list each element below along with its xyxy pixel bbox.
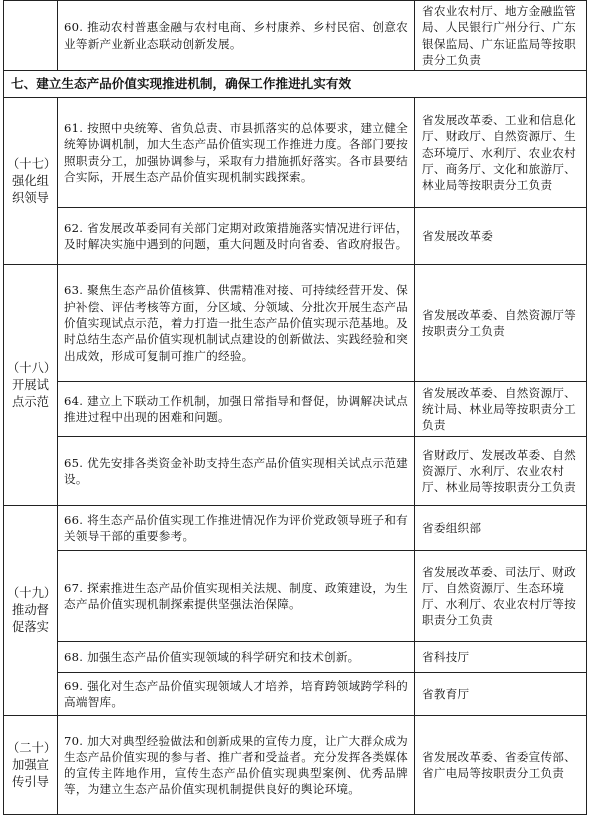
task-cell: 70. 加大对典型经验做法和创新成果的宣传力度，让广大群众成为生态产品价值实现的参与者、推广者和受益者。充分发挥各类媒体的宣传主阵地作用，宣传生态产品价值实现典型案例、优秀品牌等，为建立生态产品价值实现机制提供良好的舆论环境。 (58, 716, 415, 815)
responsibility-cell: 省发展改革委、工业和信息化厅、财政厅、自然资源厅、生态环境厅、水利厅、农业农村厅、商务厅、文化和旅游厅、林业局等按职责分工负责 (415, 98, 587, 208)
task-cell: 69. 强化对生态产品价值实现领域人才培养，培育跨领域跨学科的高端智库。 (58, 673, 415, 716)
task-cell: 64. 建立上下联动工作机制，加强日常指导和督促，协调解决试点推进过程中出现的困难和问题。 (58, 382, 415, 437)
group-label-line: （二十） (7, 740, 57, 755)
task-cell: 63. 聚焦生态产品价值核算、供需精准对接、可持续经营开发、保护补偿、评估考核等方面，分区域、分领域、分批次开展生态产品价值实现试点示范，着力打造一批生态产品价值实现示范基地。及时总结生态产品价值实现机制试点建设的创新做法、实践经验和突出成效，形成可复制可推广的经验。 (58, 265, 415, 382)
group-label-line: 传引导 (12, 774, 49, 789)
table-row (4, 1, 587, 71)
table-row (4, 265, 587, 382)
group-label-line: 促落实 (12, 620, 49, 635)
responsibility-cell: 省发展改革委、自然资源厅等按职责分工负责 (415, 265, 587, 382)
responsibility-cell: 省委组织部 (415, 506, 587, 551)
section-heading: 七、建立生态产品价值实现推进机制，确保工作推进扎实有效 (4, 71, 587, 98)
table-row (4, 208, 587, 265)
responsibility-cell: 省发展改革委 (415, 208, 587, 265)
group-label-line: 织领导 (12, 190, 49, 205)
table-row (4, 98, 587, 208)
group-cell-empty (4, 1, 58, 71)
responsibility-cell: 省发展改革委、自然资源厅、统计局、林业局等按职责分工负责 (415, 382, 587, 437)
task-cell: 68. 加强生态产品价值实现领域的科学研究和技术创新。 (58, 642, 415, 673)
task-cell: 60. 推动农村普惠金融与农村电商、乡村康养、乡村民宿、创意农业等新产业新业态联动创新发展。 (58, 1, 415, 71)
table-row (4, 642, 587, 673)
table-row (4, 716, 587, 815)
group-label-line: （十八） (7, 360, 57, 375)
responsibility-cell: 省发展改革委、司法厅、财政厅、自然资源厅、生态环境厅、水利厅、农业农村厅等按职责分工负责 (415, 551, 587, 642)
group-label-line: 开展试 (12, 377, 49, 392)
group-cell-20 (4, 716, 58, 815)
responsibility-cell: 省财政厅、发展改革委、自然资源厅、水利厅、农业农村厅、林业局等按职责分工负责 (415, 437, 587, 506)
group-cell-18 (4, 265, 58, 506)
group-label-line: 推动督 (12, 603, 49, 618)
task-cell: 62. 省发展改革委同有关部门定期对政策措施落实情况进行评估，及时解决实施中遇到的问题，重大问题及时向省委、省政府报告。 (58, 208, 415, 265)
responsibility-cell: 省农业农村厅、地方金融监管局、人民银行广州分行、广东银保监局、广东证监局等按职责分工负责 (415, 1, 587, 71)
task-cell: 65. 优先安排各类资金补助支持生态产品价值实现相关试点示范建设。 (58, 437, 415, 506)
group-label-line: （十七） (7, 156, 57, 171)
table-row (4, 506, 587, 551)
section-row (4, 71, 587, 98)
table-row (4, 551, 587, 642)
group-cell-17 (4, 98, 58, 265)
task-cell: 67. 探索推进生态产品价值实现相关法规、制度、政策建设，为生态产品价值实现机制探索提供坚强法治保障。 (58, 551, 415, 642)
responsibility-cell: 省科技厅 (415, 642, 587, 673)
task-cell: 66. 将生态产品价值实现工作推进情况作为评价党政领导班子和有关领导干部的重要参考。 (58, 506, 415, 551)
table-row (4, 437, 587, 506)
responsibility-cell: 省教育厅 (415, 673, 587, 716)
table-row (4, 673, 587, 716)
group-label-line: 加强宣 (12, 757, 49, 772)
group-label-line: 点示范 (12, 394, 49, 409)
group-label-line: 强化组 (12, 173, 49, 188)
responsibility-cell: 省发展改革委、省委宣传部、省广电局等按职责分工负责 (415, 716, 587, 815)
policy-task-table (3, 0, 587, 815)
group-cell-19 (4, 506, 58, 716)
group-label-line: （十九） (7, 586, 57, 601)
table-row (4, 382, 587, 437)
task-cell: 61. 按照中央统筹、省负总责、市县抓落实的总体要求，建立健全统筹协调机制，加大生态产品价值实现工作推进力度。各部门要按照职责分工，加强协调参与，采取有力措施抓好落实。各市县要结合实际，开展生态产品价值实现机制实践探索。 (58, 98, 415, 208)
